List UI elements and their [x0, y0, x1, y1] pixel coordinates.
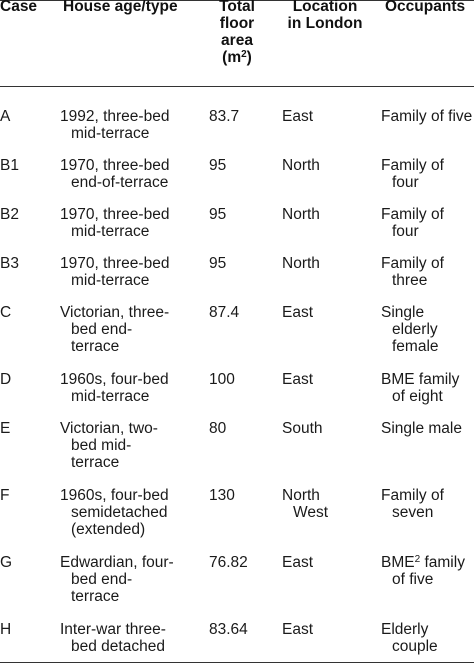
cell-house: 1970, three-bed end-of-terrace — [60, 157, 170, 191]
cell-location: South — [282, 420, 323, 437]
cell-area: 95 — [209, 255, 227, 272]
cell-occupants: Family of four — [381, 206, 444, 240]
header-total-floor-area: Total floor area $(m^2)$ — [216, 0, 258, 66]
table-header-row — [0, 0, 474, 86]
cell-case: H — [0, 621, 12, 638]
cell-area: 95 — [209, 206, 227, 223]
table-body — [0, 108, 474, 670]
cell-case: A — [0, 108, 11, 125]
table-bottom-rule — [0, 662, 474, 663]
cell-location: North — [282, 206, 320, 223]
table-row — [0, 554, 474, 621]
cell-occupants: Family of four — [381, 157, 444, 191]
table-row — [0, 487, 474, 554]
cell-location: East — [282, 554, 314, 571]
cell-occupants: Family of three — [381, 255, 444, 289]
cell-occupants: BME$^2$ family of five — [381, 554, 474, 588]
cell-area: 87.4 — [209, 304, 240, 321]
cell-occupants: Elderly couple — [381, 621, 438, 655]
cell-case: B2 — [0, 206, 19, 223]
cell-location: North West — [282, 487, 329, 521]
cell-area: 95 — [209, 157, 227, 174]
cell-location: East — [282, 108, 314, 125]
cell-occupants: Family of seven — [381, 487, 444, 521]
table-row — [0, 157, 474, 206]
cell-house: 1970, three-bed mid-terrace — [60, 206, 170, 240]
header-house-age-type: House age/type — [63, 0, 178, 15]
cell-case: D — [0, 371, 12, 388]
cell-location: East — [282, 304, 314, 321]
cell-house: 1960s, four-bed semidetached (extended) — [60, 487, 169, 538]
header-location: Location in London — [287, 0, 363, 32]
cell-house: 1992, three-bed mid-terrace — [60, 108, 170, 142]
header-occupants: Occupants — [385, 0, 466, 15]
cell-case: E — [0, 420, 11, 437]
cell-area: 130 — [209, 487, 235, 504]
cell-area: 100 — [209, 371, 235, 388]
cell-case: G — [0, 554, 13, 571]
table-header-rule — [0, 86, 474, 87]
table-row — [0, 420, 474, 487]
cell-occupants: Single male — [381, 420, 462, 437]
table-row — [0, 371, 474, 420]
header-area-unit: $(m^2)$ — [222, 49, 252, 66]
table-row — [0, 255, 474, 304]
cell-house: 1970, three-bed mid-terrace — [60, 255, 170, 289]
cell-area: 83.64 — [209, 621, 248, 638]
table-row — [0, 206, 474, 255]
cell-house: Edwardian, four- bed end- terrace — [60, 554, 174, 605]
cell-location: North — [282, 157, 320, 174]
cell-location: East — [282, 621, 314, 638]
cell-case: F — [0, 487, 10, 504]
header-case: Case — [0, 0, 38, 15]
cell-case: C — [0, 304, 12, 321]
cell-area: 80 — [209, 420, 227, 437]
cell-occupants: Single elderly female — [381, 304, 439, 355]
cell-area: 76.82 — [209, 554, 248, 571]
cell-occupants: BME family of eight — [381, 371, 460, 405]
cell-house: Inter-war three- bed detached — [60, 621, 166, 655]
table-row — [0, 108, 474, 157]
cell-location: East — [282, 371, 314, 388]
cell-house: Victorian, three- bed end- terrace — [60, 304, 170, 355]
cell-occupants: Family of five — [381, 108, 473, 125]
cell-case: B1 — [0, 157, 19, 174]
table-row — [0, 304, 474, 371]
cell-area: 83.7 — [209, 108, 240, 125]
occupants-first-line: BME$^2$ family — [381, 554, 465, 571]
cell-location: North — [282, 255, 320, 272]
cell-case: B3 — [0, 255, 19, 272]
cell-house: Victorian, two- bed mid- terrace — [60, 420, 158, 471]
cell-house: 1960s, four-bed mid-terrace — [60, 371, 169, 405]
